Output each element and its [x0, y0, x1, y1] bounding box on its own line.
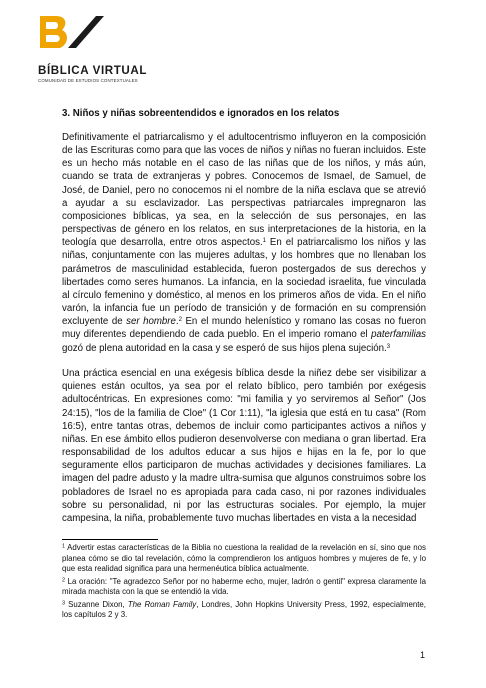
logo-wordmark: BÍBLICA VIRTUAL: [38, 64, 148, 77]
footnote-ref-2[interactable]: 2: [178, 317, 182, 324]
section-heading: 3. Niños y niñas sobreentendidos e ignorados en los relatos: [62, 108, 340, 119]
logo: [38, 14, 178, 84]
footnote-2: [62, 577, 426, 598]
footnote-1-text: Advertir estas características de la Biblia no cuestiona la realidad de la revelación en sí, sino que nos planea cómo se dio tal revelación, cómo la comprendieron los antiguos hombres y mujeres de fe, y lo que esta realidad significa para una hermenéutica bíblica actualmente.: [62, 543, 426, 574]
emphasis-ser-hombre: ser hombre: [126, 316, 176, 328]
footnote-ref-3[interactable]: 3: [386, 343, 391, 350]
paragraph-1-text-c: .: [175, 316, 179, 328]
footnote-2-number: 2: [62, 577, 66, 584]
paragraph-1: [62, 131, 426, 355]
emphasis-paterfamilias: paterfamilias: [371, 329, 426, 341]
footnote-3: [62, 600, 426, 621]
footnote-ref-1[interactable]: 1: [262, 238, 266, 245]
footnotes: [62, 543, 426, 622]
paragraph-1-text-a: Definitivamente el patriarcalismo y el adultocentrismo influyeron en la composición de las Escrituras como para que las voces de niños y niñas no fueran incluidos. Este es un hecho más notable en el caso de las niñas que de los niños, y más aún, cuando se trata de extranjeras y pobres. Conocemos de Ismael, de Samuel, de José, de Daniel, pero no conocemos ni el nombre de la niña esclava que se atrevió a ayudar a su esclavizador. Las perspectivas patriarcales impregnaron las composiciones bíblicas, ya sea, en la selección de sus personajes, en las perspectivas de género en los relatos, en sus interpretaciones de la historia, en la teología que desarrolla, entre otros aspectos.: [62, 132, 426, 249]
footnote-separator: [62, 539, 158, 540]
logo-tagline: COMUNIDAD DE ESTUDIOS CONTEXTUALES: [38, 78, 138, 83]
footnote-3-book-title: The Roman Family: [127, 599, 197, 609]
footnote-1: [62, 543, 426, 575]
paragraph-1-text-e: gozó de plena autoridad en la casa y se esperó de sus hijos plena sujeción.: [62, 342, 387, 354]
document-body: [62, 107, 426, 538]
page-number: 1: [420, 650, 426, 660]
footnote-3-text-a: Suzanne Dixon,: [65, 599, 128, 609]
footnote-3-text-b: , Londres, John Hopkins University Press, 1992, especialmente, los capítulos 2 y 3.: [62, 599, 426, 620]
footnote-3-number: 3: [62, 599, 66, 606]
paragraph-1-text-b: En el patriarcalismo los niños y las niñas, conjuntamente con las mujeres adultas, y los hombres que no llenaban los parámetros de masculinidad establecida, fueron postergados de sus derechos y libertades como seres humanos. La infancia, en la sociedad israelita, fue vinculada al círculo femenino y doméstico, al menos en los primeros años de vida. En el niño varón, la infancia fue un período de transición y de formación en su comprensión excluyente de: [62, 237, 426, 328]
paragraph-1-text-d: En el mundo helenístico y romano las cosas no fueron muy diferentes dependiendo de cada pueblo. En el imperio romano el: [62, 316, 426, 341]
footnote-2-text: La oración: "Te agradezco Señor por no haberme echo, mujer, ladrón o gentil" expresa claramente la mirada machista con la que se entendió la vida.: [62, 576, 426, 597]
biblica-virtual-logo-mark: [38, 14, 108, 60]
footnote-1-number: 1: [62, 543, 66, 550]
paragraph-2: Una práctica esencial en una exégesis bíblica desde la niñez debe ser visibilizar a quienes están ocultos, ya sea por el relato bíblico, pero también por exégesis adultocéntricas. En expresiones como: "mi familia y yo serviremos al Señor" (Jos 24:15), "los de la familia de Cloe" (1 Cor 1:11), "la iglesia que está en tu casa" (Rom 16:5), entre tantas otras, debemos de incluir como participantes activos a niños y niñas. En ese ámbito ellos pudieron desenvolverse con mediana o gran libertad. Era responsabilidad de los adultos educar a sus hijos e hijas en la fe, por lo que seguramente ellos participaron de muchas actividades y decisiones familiares. La imagen del padre adusto y la madre ultra-sumisa que algunos construimos sobre los pobladores de Israel no es apropiada para cada caso, ni por razones individuales sobre su personalidad, ni por las estructuras sociales. Por ejemplo, la mujer campesina, la niña, probablemente tuvo muchas libertades en vista a la necesidad: [62, 368, 426, 524]
